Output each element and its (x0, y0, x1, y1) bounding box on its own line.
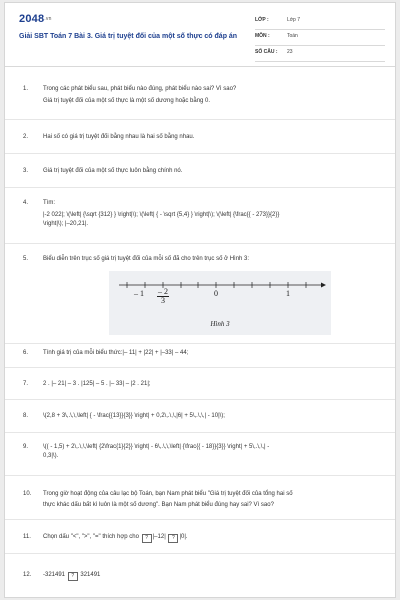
question-text: Trong giờ hoạt động của câu lạc bộ Toán, bạn Nam phát biểu "Giá trị tuyệt đối của tổng hai số (43, 491, 293, 497)
question-5 (23, 255, 383, 264)
question-divider (5, 153, 395, 154)
question-number: 10. (23, 491, 32, 497)
question-text: -321491 (43, 572, 66, 578)
question-text: Trong các phát biểu sau, phát biểu nào đúng, phát biểu nào sai? Vì sao? (43, 86, 237, 92)
question-text: Tìm: (43, 200, 55, 206)
question-divider (5, 367, 395, 368)
question-text: Hai số có giá trị tuyệt đối bằng nhau là hai số bằng nhau. (43, 134, 195, 140)
meta-value: Lớp 7 (287, 17, 301, 23)
question-number: 6. (23, 350, 29, 356)
question-number: 2. (23, 134, 29, 140)
question-divider (5, 553, 395, 554)
question-text: thực khác dấu bất kì luôn là một số dương". Bạn Nam phát biểu đúng hay sai? Vì sao? (43, 502, 274, 508)
question-8 (23, 412, 383, 421)
meta-row-subject (255, 31, 385, 46)
question-text: 2 . |– 21| – 3 . |125| – 5 . |– 33| – |2 . 21|; (43, 381, 151, 387)
worksheet-page (4, 2, 396, 598)
question-divider (5, 399, 395, 400)
fraction-denominator: 3 (161, 296, 165, 305)
question-divider (5, 475, 395, 476)
question-text: \(( - 1,5) + 2\,.\,\,\left| {2\frac{1}{2}} \right| - 6\,.\,\,\left| {\frac{{ - 18}}{3}} \right| + 5\,.\,\,| - (43, 444, 270, 450)
question-text: \(2,8 + 3\,.\,\,\left| { - \frac{{13}}{3}} \right| + 0,2\,.\,\,|6| + 5\,.\,\,| - 10|\); (43, 413, 225, 419)
worksheet-header (5, 3, 395, 61)
answer-box[interactable]: ? (168, 534, 178, 543)
meta-label: LỚP : (255, 17, 269, 23)
question-number: 11. (23, 534, 31, 540)
question-text: Biểu diễn trên trục số giá trị tuyệt đối của mỗi số đã cho trên trục số ở Hình 3: (43, 256, 250, 262)
question-number: 7. (23, 381, 29, 387)
question-number: 3. (23, 168, 29, 174)
site-logo[interactable]: 2048.vn (19, 13, 52, 25)
question-text: |0|. (179, 534, 188, 540)
question-text: 321491 (80, 572, 101, 578)
question-number: 4. (23, 200, 29, 206)
question-text: Giá trị tuyệt đối của một số thực là một số dương hoặc bằng 0. (43, 98, 211, 104)
question-3 (23, 167, 383, 176)
tick-label: 0 (214, 289, 218, 298)
meta-value: 23 (287, 49, 293, 55)
question-text: Giá trị tuyệt đối của một số thực luôn bằng chính nó. (43, 168, 183, 174)
question-7 (23, 380, 383, 389)
question-divider (5, 243, 395, 244)
question-number: 12. (23, 572, 32, 578)
meta-info (255, 15, 385, 63)
question-11 (23, 533, 383, 543)
question-9 (23, 443, 383, 461)
meta-label: SỐ CÂU : (255, 49, 278, 55)
question-4 (23, 199, 383, 229)
meta-row-grade (255, 15, 385, 30)
question-divider (5, 432, 395, 433)
question-text: |-2 022|; \(\left| {\sqrt {312} } \right|\); \(\left| { - \sqrt {5,4} } \right|\); \(\left| {\frac{{ - 273}}{2}} (43, 212, 280, 218)
question-12 (23, 571, 383, 581)
question-number: 5. (23, 256, 29, 262)
meta-row-count (255, 47, 385, 62)
question-text: \right|\); |–20,21|. (43, 221, 89, 227)
tick-label-fraction (157, 288, 169, 305)
question-number: 9. (23, 444, 29, 450)
question-10 (23, 490, 383, 510)
tick-label: – 1 (134, 289, 144, 298)
question-list (5, 67, 395, 597)
question-number: 1. (23, 86, 29, 92)
question-text: |–12| (152, 534, 166, 540)
meta-label: MÔN : (255, 33, 270, 39)
question-2 (23, 133, 383, 142)
question-6 (23, 349, 383, 358)
question-text: Chọn dấu "<", ">", "=" thích hợp cho (43, 534, 139, 540)
question-divider (5, 187, 395, 188)
question-divider (5, 119, 395, 120)
figure-caption: Hình 3 (210, 320, 230, 328)
question-divider (5, 519, 395, 520)
question-text: 0,3|\). (43, 453, 59, 459)
meta-value: Toán (287, 33, 298, 39)
document-title: Giải SBT Toán 7 Bài 3. Giá trị tuyệt đối của một số thực có đáp án (19, 33, 238, 40)
question-divider (5, 343, 395, 344)
answer-box[interactable]: ? (142, 534, 152, 543)
question-1 (23, 85, 383, 106)
answer-box[interactable]: ? (68, 572, 78, 581)
axis-arrow (321, 283, 326, 288)
number-line-figure (109, 271, 331, 335)
fraction-numerator: – 2 (158, 287, 168, 296)
question-number: 8. (23, 413, 29, 419)
tick-label: 1 (286, 289, 290, 298)
question-text: Tính giá trị của mỗi biểu thức:|– 11| + |22| + |–33| – 44; (43, 350, 189, 356)
